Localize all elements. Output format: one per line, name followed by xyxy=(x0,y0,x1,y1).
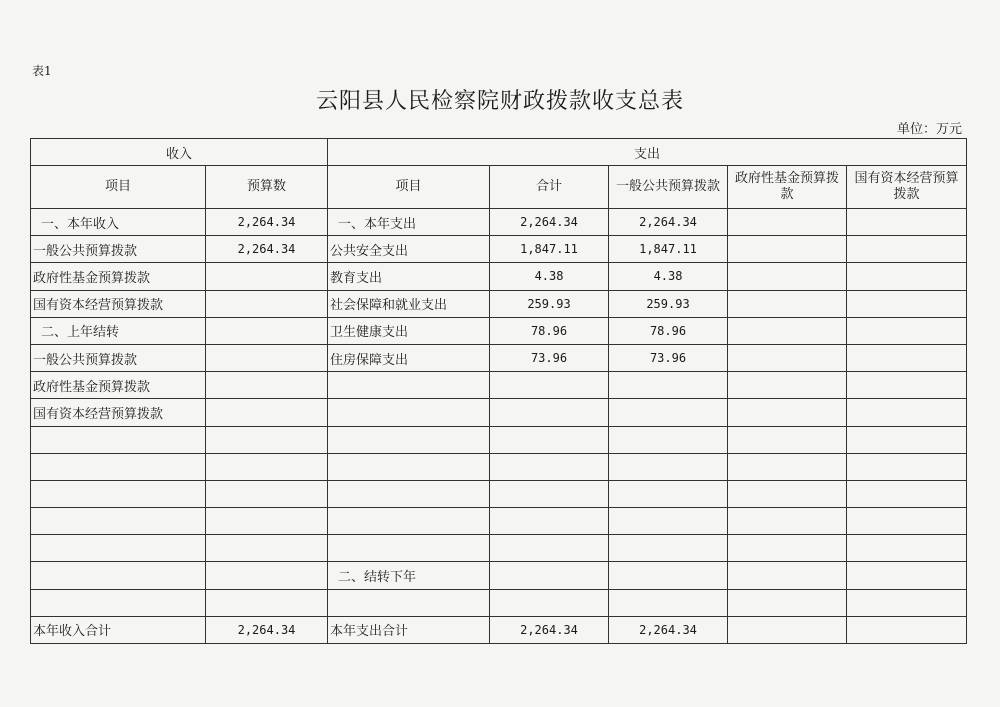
table-cell xyxy=(847,562,967,589)
table-cell xyxy=(609,508,728,535)
table-cell xyxy=(728,263,847,290)
table-row xyxy=(31,290,967,317)
table-cell xyxy=(490,453,609,480)
table-cell xyxy=(728,589,847,616)
table-cell xyxy=(609,453,728,480)
table-cell: 国有资本经营预算拨款 xyxy=(31,290,206,317)
table-cell: 一、本年收入 xyxy=(31,209,206,236)
table-cell xyxy=(206,372,328,399)
table-cell xyxy=(847,290,967,317)
table-cell xyxy=(728,562,847,589)
table-cell xyxy=(490,372,609,399)
table-cell xyxy=(847,426,967,453)
table-row xyxy=(31,399,967,426)
col-general-budget: 一般公共预算拨款 xyxy=(609,166,728,209)
table-cell xyxy=(31,562,206,589)
table-cell xyxy=(31,453,206,480)
table-cell xyxy=(31,480,206,507)
table-cell xyxy=(206,426,328,453)
table-cell xyxy=(609,480,728,507)
table-cell xyxy=(728,480,847,507)
table-cell: 政府性基金预算拨款 xyxy=(31,372,206,399)
table-cell: 78.96 xyxy=(490,317,609,344)
table-cell: 本年收入合计 xyxy=(31,616,206,643)
table-cell: 1,847.11 xyxy=(490,236,609,263)
table-row xyxy=(31,344,967,371)
table-cell xyxy=(328,480,490,507)
col-expense-item: 项目 xyxy=(328,166,490,209)
col-income-item: 项目 xyxy=(31,166,206,209)
table-row xyxy=(31,589,967,616)
table-cell xyxy=(728,372,847,399)
table-cell xyxy=(609,589,728,616)
table-row xyxy=(31,508,967,535)
table-cell xyxy=(728,535,847,562)
table-cell xyxy=(728,508,847,535)
table-cell xyxy=(609,535,728,562)
table-cell xyxy=(847,236,967,263)
table-cell xyxy=(328,399,490,426)
table-cell xyxy=(206,263,328,290)
table-cell: 2,264.34 xyxy=(609,209,728,236)
table-row xyxy=(31,616,967,643)
table-cell xyxy=(31,589,206,616)
table-cell xyxy=(328,535,490,562)
budget-table xyxy=(30,138,967,644)
table-cell xyxy=(31,535,206,562)
expense-section-header: 支出 xyxy=(328,139,967,166)
table-row xyxy=(31,535,967,562)
table-row xyxy=(31,263,967,290)
table-number: 表1 xyxy=(32,64,52,78)
table-cell xyxy=(490,562,609,589)
table-cell: 1,847.11 xyxy=(609,236,728,263)
table-cell xyxy=(490,480,609,507)
table-cell xyxy=(206,317,328,344)
table-cell: 教育支出 xyxy=(328,263,490,290)
table-cell xyxy=(728,616,847,643)
table-cell xyxy=(847,399,967,426)
table-row xyxy=(31,480,967,507)
table-cell: 国有资本经营预算拨款 xyxy=(31,399,206,426)
table-cell: 一般公共预算拨款 xyxy=(31,344,206,371)
table-cell xyxy=(847,616,967,643)
table-cell xyxy=(728,317,847,344)
table-cell: 259.93 xyxy=(609,290,728,317)
table-row xyxy=(31,562,967,589)
table-cell: 住房保障支出 xyxy=(328,344,490,371)
table-cell: 二、上年结转 xyxy=(31,317,206,344)
table-cell xyxy=(847,508,967,535)
table-cell xyxy=(847,344,967,371)
col-income-budget: 预算数 xyxy=(206,166,328,209)
table-cell xyxy=(490,535,609,562)
table-cell xyxy=(206,399,328,426)
table-cell xyxy=(206,453,328,480)
table-cell xyxy=(206,535,328,562)
table-cell xyxy=(490,508,609,535)
table-cell: 政府性基金预算拨款 xyxy=(31,263,206,290)
table-cell xyxy=(609,372,728,399)
table-row xyxy=(31,426,967,453)
table-cell xyxy=(609,426,728,453)
table-cell xyxy=(847,589,967,616)
table-cell xyxy=(206,562,328,589)
unit-label: 单位：万元 xyxy=(896,122,962,137)
table-cell xyxy=(847,535,967,562)
col-expense-total: 合计 xyxy=(490,166,609,209)
table-cell xyxy=(847,480,967,507)
table-cell xyxy=(847,453,967,480)
table-cell xyxy=(206,508,328,535)
table-cell xyxy=(847,263,967,290)
table-cell xyxy=(328,453,490,480)
table-cell xyxy=(609,399,728,426)
table-cell xyxy=(728,426,847,453)
table-row xyxy=(31,372,967,399)
table-cell xyxy=(328,508,490,535)
table-row xyxy=(31,453,967,480)
table-cell xyxy=(490,399,609,426)
table-cell: 二、结转下年 xyxy=(328,562,490,589)
table-cell: 2,264.34 xyxy=(609,616,728,643)
table-cell xyxy=(847,209,967,236)
table-cell xyxy=(31,508,206,535)
table-cell xyxy=(328,426,490,453)
table-row xyxy=(31,236,967,263)
table-cell: 73.96 xyxy=(609,344,728,371)
page-title: 云阳县人民检察院财政拨款收支总表 xyxy=(315,89,684,114)
table-cell xyxy=(728,209,847,236)
table-cell xyxy=(490,589,609,616)
table-cell xyxy=(728,399,847,426)
income-section-header: 收入 xyxy=(31,139,328,166)
col-gov-fund-budget: 政府性基金预算拨款 xyxy=(728,166,847,209)
table-cell: 卫生健康支出 xyxy=(328,317,490,344)
table-cell xyxy=(728,290,847,317)
table-cell xyxy=(206,344,328,371)
table-cell: 2,264.34 xyxy=(206,209,328,236)
table-cell xyxy=(490,426,609,453)
table-cell xyxy=(31,426,206,453)
table-cell: 一、本年支出 xyxy=(328,209,490,236)
table-row xyxy=(31,317,967,344)
table-cell: 本年支出合计 xyxy=(328,616,490,643)
table-cell: 社会保障和就业支出 xyxy=(328,290,490,317)
table-cell: 73.96 xyxy=(490,344,609,371)
table-cell: 4.38 xyxy=(609,263,728,290)
column-header-row xyxy=(31,166,967,209)
table-cell: 2,264.34 xyxy=(490,209,609,236)
table-cell xyxy=(728,453,847,480)
table-cell xyxy=(847,372,967,399)
table-cell: 259.93 xyxy=(490,290,609,317)
table-cell xyxy=(847,317,967,344)
table-cell xyxy=(728,344,847,371)
table-cell xyxy=(206,480,328,507)
table-cell xyxy=(728,236,847,263)
table-cell xyxy=(609,562,728,589)
table-cell: 4.38 xyxy=(490,263,609,290)
table-cell: 公共安全支出 xyxy=(328,236,490,263)
table-cell: 2,264.34 xyxy=(206,236,328,263)
col-state-capital-budget: 国有资本经营预算拨款 xyxy=(847,166,967,209)
table-cell xyxy=(206,589,328,616)
table-cell xyxy=(328,589,490,616)
table-cell: 78.96 xyxy=(609,317,728,344)
table-cell xyxy=(328,372,490,399)
table-row xyxy=(31,209,967,236)
table-body xyxy=(31,209,967,644)
table-cell: 2,264.34 xyxy=(490,616,609,643)
table-cell: 一般公共预算拨款 xyxy=(31,236,206,263)
table-cell xyxy=(206,290,328,317)
table-cell: 2,264.34 xyxy=(206,616,328,643)
